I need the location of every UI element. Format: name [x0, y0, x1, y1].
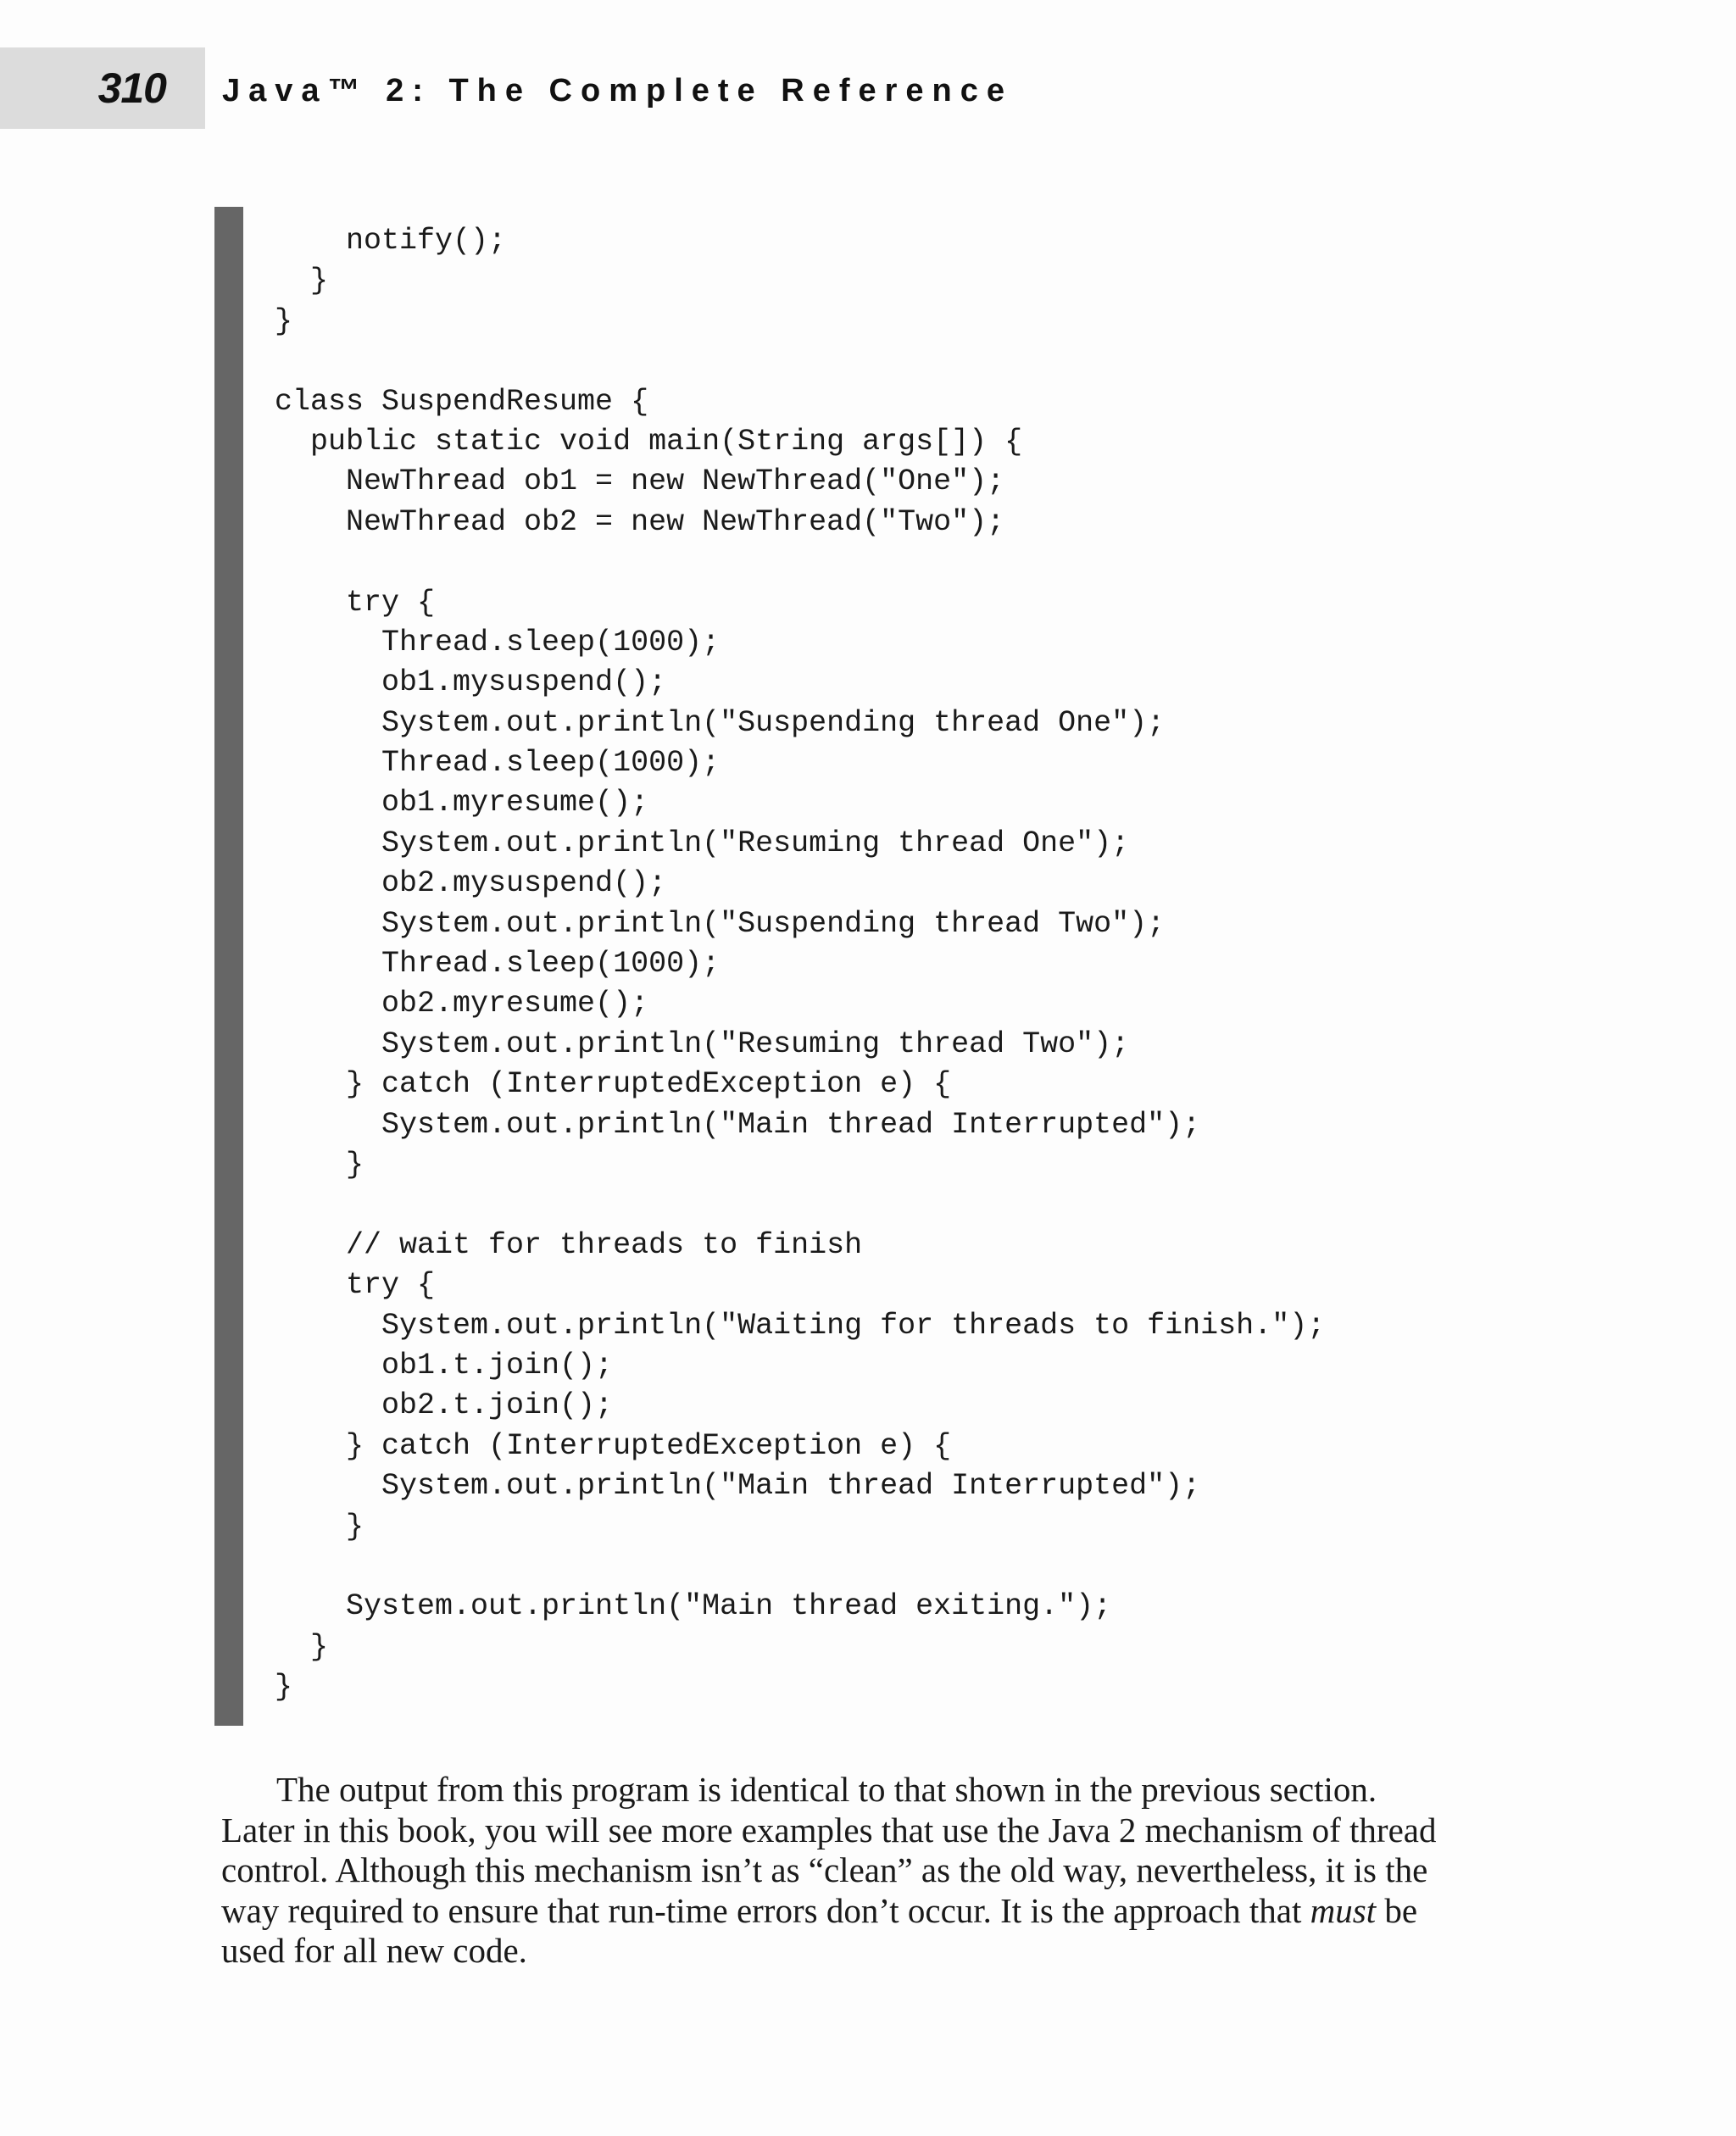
code-line: System.out.println("Waiting for threads to finish."); — [275, 1308, 1326, 1343]
code-line: Thread.sleep(1000); — [275, 947, 721, 982]
paragraph-line: control. Although this mechanism isn’t as “clean” as the old way, nevertheless, it is the — [221, 1850, 1428, 1889]
code-line: } — [275, 264, 329, 298]
code-line: System.out.println("Main thread Interrupted"); — [275, 1469, 1201, 1504]
code-line: NewThread ob1 = new NewThread("One"); — [275, 464, 1005, 499]
code-line: NewThread ob2 = new NewThread("Two"); — [275, 504, 1005, 539]
page-number: 310 — [97, 64, 166, 112]
emphasis-word: must — [1310, 1890, 1377, 1930]
code-line: } catch (InterruptedException e) { — [275, 1067, 952, 1102]
code-line: public static void main(String args[]) { — [275, 424, 1023, 459]
code-line: } — [275, 1629, 329, 1664]
code-line: System.out.println("Resuming thread Two"); — [275, 1026, 1130, 1061]
paragraph-text: way required to ensure that run-time errors don’t occur. It is the approach that — [221, 1890, 1310, 1930]
code-line: Thread.sleep(1000); — [275, 746, 721, 781]
code-sidebar-bar — [214, 207, 243, 1726]
code-line: System.out.println("Main thread Interrupted"); — [275, 1107, 1201, 1142]
code-line: System.out.println("Resuming thread One"); — [275, 826, 1130, 860]
code-line: System.out.println("Suspending thread Two"); — [275, 906, 1166, 941]
body-paragraph — [221, 1770, 1510, 1972]
paragraph-text: be — [1376, 1890, 1418, 1930]
code-line: try { — [275, 1268, 436, 1303]
code-line: } — [275, 303, 293, 338]
code-line: try { — [275, 585, 436, 620]
code-line: // wait for threads to finish — [275, 1227, 863, 1262]
code-line: System.out.println("Suspending thread One"); — [275, 705, 1166, 740]
code-line: ob2.myresume(); — [275, 987, 649, 1021]
code-line: ob2.mysuspend(); — [275, 866, 667, 901]
code-line: Thread.sleep(1000); — [275, 625, 721, 659]
code-line: ob1.t.join(); — [275, 1348, 614, 1382]
code-line: ob1.mysuspend(); — [275, 665, 667, 700]
paragraph-line: Later in this book, you will see more examples that use the Java 2 mechanism of thread — [221, 1810, 1437, 1850]
code-line — [275, 1547, 1325, 1587]
code-line: } — [275, 1509, 364, 1544]
code-line: } — [275, 1147, 364, 1182]
code-line — [275, 542, 1325, 582]
code-line — [275, 342, 1325, 381]
code-listing — [275, 221, 1325, 1707]
code-line: } catch (InterruptedException e) { — [275, 1428, 952, 1463]
code-line: ob1.myresume(); — [275, 786, 649, 820]
code-line: class SuspendResume { — [275, 384, 649, 419]
paragraph-line: The output from this program is identical to that shown in the previous section. — [276, 1770, 1377, 1809]
page-number-tab — [0, 47, 205, 129]
code-line: notify(); — [275, 224, 507, 258]
code-line — [275, 1185, 1325, 1225]
running-head: Java™ 2: The Complete Reference — [222, 73, 1014, 108]
code-line: ob2.t.join(); — [275, 1388, 614, 1423]
paragraph-line: used for all new code. — [221, 1931, 527, 1970]
paragraph-line — [221, 1891, 1510, 1932]
code-line: } — [275, 1670, 293, 1705]
code-line: System.out.println("Main thread exiting."); — [275, 1589, 1112, 1624]
